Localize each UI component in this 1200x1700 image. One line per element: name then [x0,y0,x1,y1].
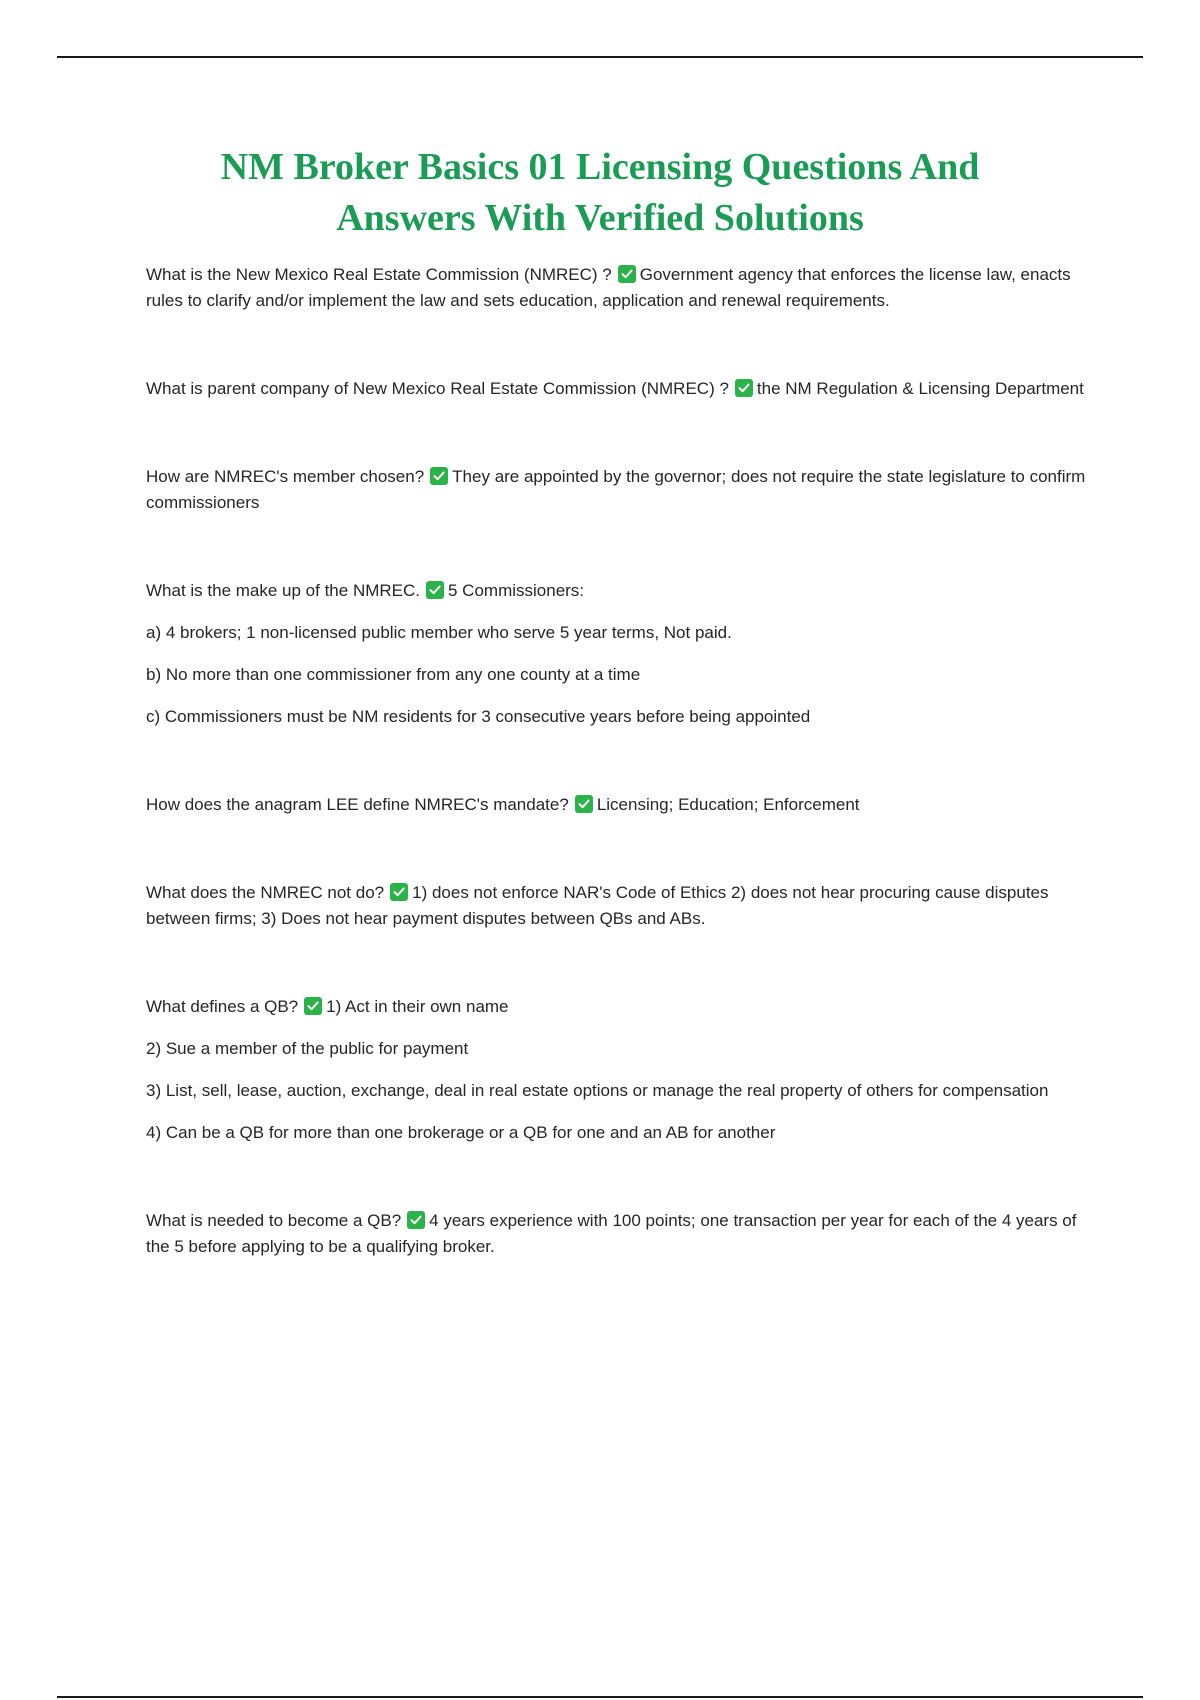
qa-item [146,994,1086,1146]
qa-line [146,376,1086,402]
qa-item [146,792,1086,818]
check-mark-icon [390,883,408,901]
answer-text: Government agency that enforces the license law, enacts rules to clarify and/or implement the law and sets education, application and renewal requirements. [146,265,1071,310]
qa-line [146,262,1086,314]
title-line-1: NM Broker Basics 01 Licensing Questions And [220,146,980,188]
answer-text: 5 Commissioners: [448,581,585,600]
qa-line [146,464,1086,516]
answer-text: They are appointed by the governor; does not require the state legislature to confirm commissioners [146,467,1086,512]
answer-text: 1) Act in their own name [326,997,509,1016]
question-text: How does the anagram LEE define NMREC's mandate? [146,795,569,814]
title-line-2: Answers With Verified Solutions [336,197,864,239]
question-text: How are NMREC's member chosen? [146,467,425,486]
question-text: What is the New Mexico Real Estate Commission (NMREC) ? [146,265,612,284]
qa-list [146,262,1086,1322]
check-mark-icon [430,467,448,485]
qa-item [146,578,1086,730]
answer-detail-line: c) Commissioners must be NM residents for 3 consecutive years before being appointed [146,707,811,726]
qa-line [146,880,1086,932]
answer-text: the NM Regulation & Licensing Department [756,379,1084,398]
qa-item [146,464,1086,516]
answer-text: 1) does not enforce NAR's Code of Ethics 2) does not hear procuring cause disputes between firms; 3) Does not hear payment disputes between QBs and ABs. [146,883,1049,928]
qa-line [146,1208,1086,1260]
qa-line [146,792,1086,818]
qa-item [146,880,1086,932]
document-title [120,142,1080,244]
qa-item [146,262,1086,314]
top-rule [57,56,1143,58]
check-mark-icon [575,795,593,813]
answer-detail-line: a) 4 brokers; 1 non-licensed public member who serve 5 year terms, Not paid. [146,623,732,642]
bottom-rule [57,1696,1143,1698]
qa-item [146,376,1086,402]
qa-line [146,578,1086,604]
answer-text: Licensing; Education; Enforcement [596,795,860,814]
answer-detail-line: 4) Can be a QB for more than one brokerage or a QB for one and an AB for another [146,1123,776,1142]
answer-detail-line: b) No more than one commissioner from any one county at a time [146,665,641,684]
answer-detail-line: 2) Sue a member of the public for payment [146,1039,469,1058]
check-mark-icon [618,265,636,283]
question-text: What is needed to become a QB? [146,1211,402,1230]
check-mark-icon [735,379,753,397]
question-text: What is parent company of New Mexico Real Estate Commission (NMREC) ? [146,379,729,398]
question-text: What does the NMREC not do? [146,883,385,902]
qa-item [146,1208,1086,1260]
question-text: What defines a QB? [146,997,299,1016]
question-text: What is the make up of the NMREC. [146,581,420,600]
qa-line [146,994,1086,1020]
check-mark-icon [426,581,444,599]
answer-text: 4 years experience with 100 points; one transaction per year for each of the 4 years of the 5 before applying to be a qualifying broker. [146,1211,1077,1256]
answer-detail-line: 3) List, sell, lease, auction, exchange, deal in real estate options or manage the real property of others for compensation [146,1081,1049,1100]
check-mark-icon [304,997,322,1015]
check-mark-icon [407,1211,425,1229]
